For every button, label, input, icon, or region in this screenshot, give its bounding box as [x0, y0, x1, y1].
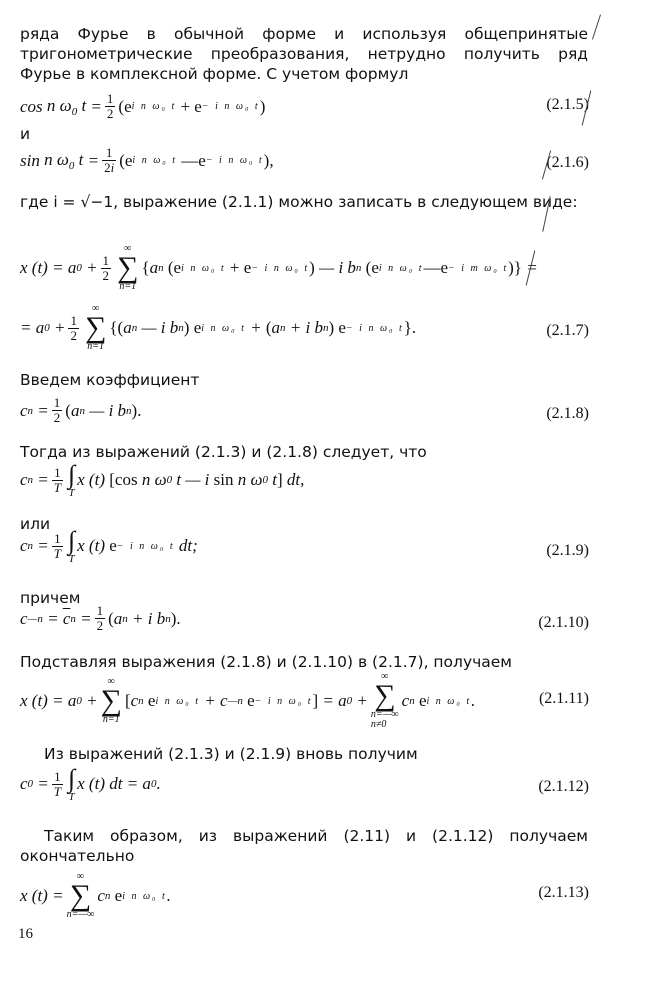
- equation-cn-definition: c n = $\frac{1}{2}$ ( a n — i b n ).: [20, 395, 142, 425]
- equation-complex-fourier-series: x (t) = ∞ ∑ n=—∞ c n e i n ω₀ t .: [20, 871, 172, 920]
- equation-number-2-1-6: (2.1.6): [546, 154, 589, 171]
- equation-number-2-1-9: (2.1.9): [546, 542, 589, 559]
- paragraph-again-obtain: Из выражений (2.1.3) и (2.1.9) вновь получим: [44, 745, 418, 763]
- equation-fourier-line-1: x (t) = a 0 + $\frac{1}{2}$ ∞ ∑ n=1 { a n (e i n ω₀ t + e − i n ω₀ t ) — i b n (e i n ω₀ t —e − i m ω₀ t )} =: [20, 243, 538, 292]
- page-number: 16: [18, 926, 33, 942]
- equation-cn-integral-exp: c n = $\frac{1}{T}$ ∫ T x (t) e − i n ω₀ t dt;: [20, 526, 198, 565]
- equation-c0: c 0 = $\frac{1}{T}$ ∫ T x (t) dt = a 0 .: [20, 764, 161, 803]
- paragraph-intro: ряда Фурье в обычной форме и используя общепринятые тригонометрические преобразования, нетрудно получить ряд Фурье в комплексной форме. С учетом формул: [20, 25, 588, 83]
- paragraph-finally: Таким образом, из выражений (2.11) и (2.1.12) получаем окончательно: [20, 827, 588, 865]
- equation-number-2-1-13: (2.1.13): [538, 884, 589, 901]
- equation-c-minus-n: c —n = $\overline{c}$ n = $\frac{1}{2}$ ( a n + i b n ).: [20, 603, 181, 633]
- equation-number-2-1-5: (2.1.5): [546, 96, 589, 113]
- conjunction-or: или: [20, 515, 51, 533]
- equation-cn-integral-trig: c n = $\frac{1}{T}$ ∫ T x (t) [cos n ω 0 t — i sin n ω 0 t ] dt,: [20, 460, 305, 499]
- conjunction-moreover: причем: [20, 589, 81, 607]
- paragraph-where-i: где i = √−1, выражение (2.1.1) можно записать в следующем виде:: [20, 193, 578, 211]
- equation-number-2-1-11: (2.1.11): [538, 690, 589, 707]
- paragraph-then-from: Тогда из выражений (2.1.3) и (2.1.8) следует, что: [20, 443, 427, 461]
- equation-complex-series-expanded: x (t) = a 0 + ∞ ∑ n=1 [ c n e i n ω₀ t + c —n e − i n ω₀ t ] = a 0 + ∞ ∑ n=—∞ n≠0 c n e i n ω₀ t .: [20, 671, 476, 730]
- scan-mark: [592, 14, 601, 39]
- equation-number-2-1-10: (2.1.10): [538, 614, 589, 631]
- conjunction-and: и: [20, 125, 31, 143]
- equation-sin: sin n $\omega_0$ t = $\frac{1}{2i}$ (e i n ω₀ t —e − i n ω₀ t ),: [20, 145, 274, 175]
- equation-number-2-1-7: (2.1.7): [546, 322, 589, 339]
- paragraph-substituting: Подставляя выражения (2.1.8) и (2.1.10) в (2.1.7), получаем: [20, 653, 513, 671]
- equation-number-2-1-12: (2.1.12): [538, 778, 589, 795]
- equation-number-2-1-8: (2.1.8): [546, 405, 589, 422]
- paragraph-introduce-coefficient: Введем коэффициент: [20, 371, 200, 389]
- equation-cos: cos n $\omega_0$ t = $\frac{1}{2}$ (e i n ω₀ t + e − i n ω₀ t ): [20, 91, 266, 121]
- equation-fourier-line-2: = a 0 + $\frac{1}{2}$ ∞ ∑ n=1 {( a n — i b n ) e i n ω₀ t + ( a n + i b n ) e − i n ω₀ t }.: [20, 303, 417, 352]
